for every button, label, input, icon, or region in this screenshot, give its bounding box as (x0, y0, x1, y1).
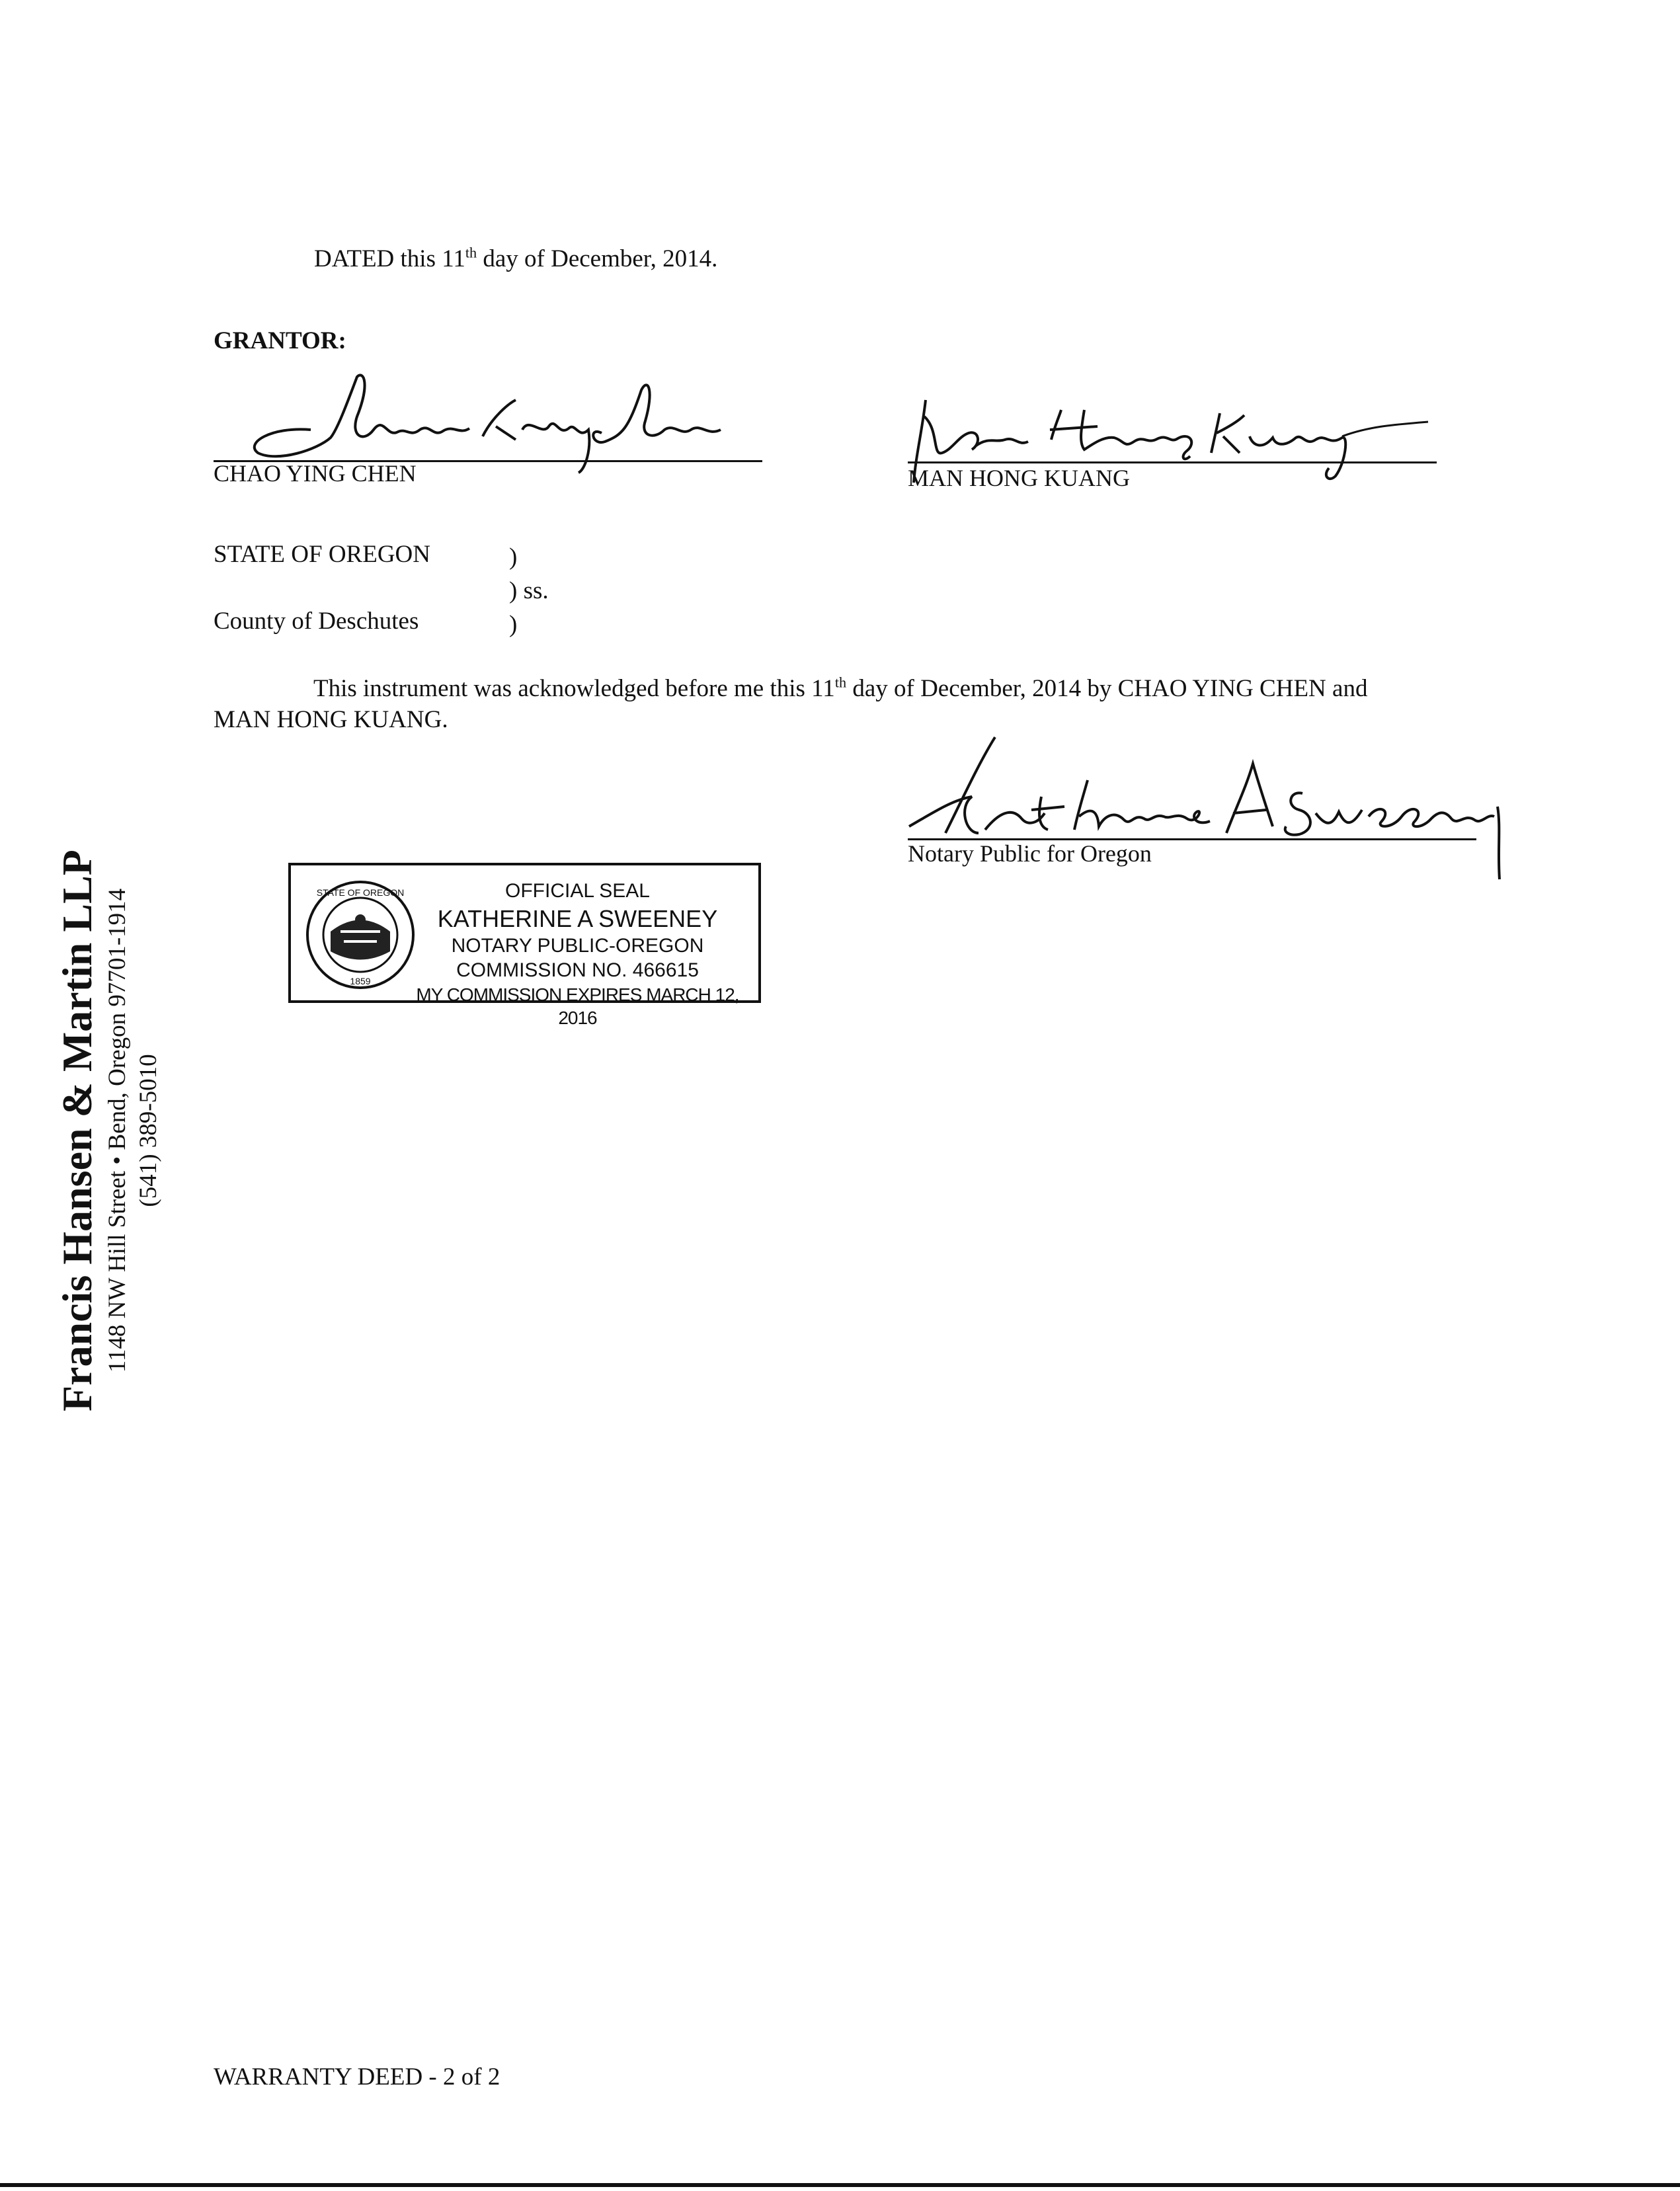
seal-line-expiration: MY COMMISSION EXPIRES MARCH 12, 2016 (416, 984, 739, 1028)
svg-text:STATE OF OREGON: STATE OF OREGON (316, 887, 405, 898)
firm-phone: (541) 389-5010 (135, 1054, 163, 1207)
law-firm-letterhead (53, 800, 218, 1461)
seal-line-commission-number: COMMISSION NO. 466615 (456, 959, 699, 981)
firm-name: Francis Hansen & Martin LLP (54, 850, 100, 1412)
firm-address: 1148 NW Hill Street • Bend, Oregon 97701-1914 (104, 888, 131, 1373)
venue-paren-2: ) (509, 611, 518, 638)
signature-line-2 (908, 461, 1437, 463)
signer-name-2: MAN HONG KUANG (908, 465, 1130, 491)
official-seal-stamp (288, 863, 761, 1028)
svg-text:1859: 1859 (350, 976, 371, 986)
seal-line-official-seal: OFFICIAL SEAL (505, 880, 650, 902)
venue-county: County of Deschutes (214, 608, 419, 635)
grantor-label: GRANTOR: (214, 327, 346, 354)
seal-line-notary-name: KATHERINE A SWEENEY (437, 904, 718, 932)
signer-name-1: CHAO YING CHEN (214, 460, 417, 487)
dated-line: DATED this 11th day of December, 2014. (314, 244, 718, 272)
acknowledgment-line-2: MAN HONG KUANG. (214, 706, 448, 733)
notary-title: Notary Public for Oregon (908, 840, 1152, 867)
page-bottom-edge (0, 2183, 1680, 2187)
venue-paren-1: ) (509, 543, 518, 571)
venue-ss: ) ss. (509, 577, 549, 604)
acknowledgment-line-1: This instrument was acknowledged before me this 11th day of December, 2014 by CHAO YING CHEN and (313, 674, 1368, 702)
seal-line-notary-public: NOTARY PUBLIC-OREGON (451, 934, 704, 957)
document-footer: WARRANTY DEED - 2 of 2 (214, 2063, 500, 2091)
venue-state: STATE OF OREGON (214, 541, 430, 568)
